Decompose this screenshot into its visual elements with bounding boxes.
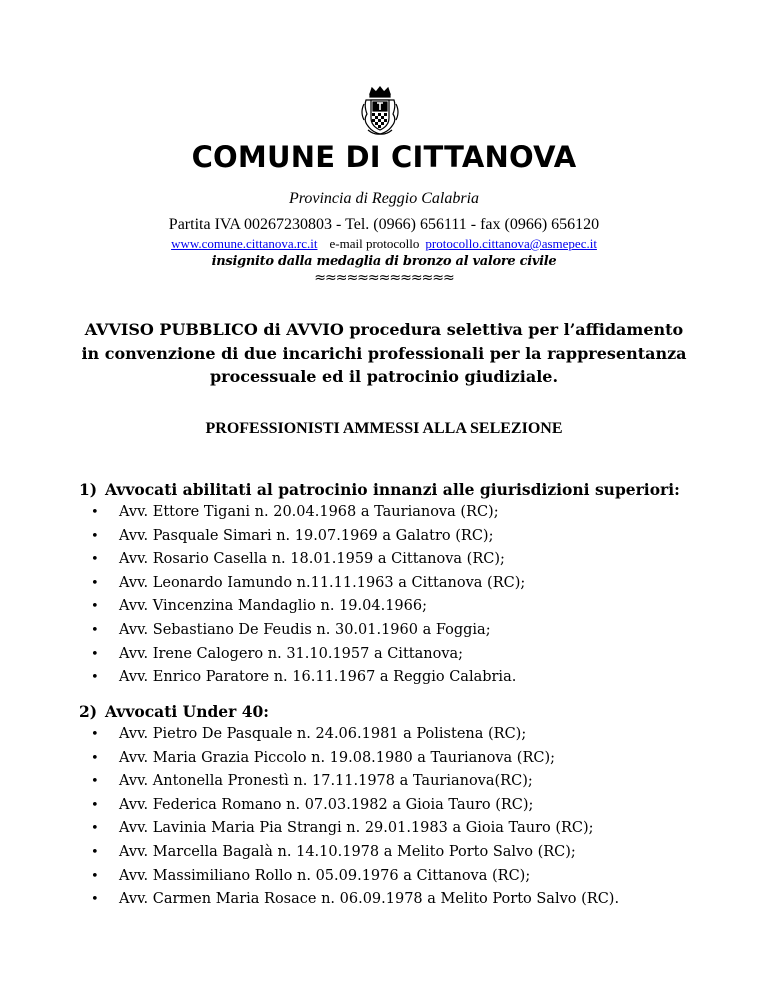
list-item: • Avv. Federica Romano n. 07.03.1982 a Gioia Tauro (RC); — [79, 794, 619, 818]
list-item: • Avv. Pasquale Simari n. 19.07.1969 a Galatro (RC); — [79, 525, 680, 549]
list-item: • Avv. Pietro De Pasquale n. 24.06.1981 a Polistena (RC); — [79, 723, 619, 747]
list-item: • Avv. Leonardo Iamundo n.11.11.1963 a Cittanova (RC); — [79, 572, 680, 596]
list-item: • Avv. Maria Grazia Piccolo n. 19.08.1980 a Taurianova (RC); — [79, 747, 619, 771]
list-item: • Avv. Sebastiano De Feudis n. 30.01.1960 a Foggia; — [79, 619, 680, 643]
section-heading — [79, 702, 619, 721]
list-item: • Avv. Carmen Maria Rosace n. 06.09.1978 a Melito Porto Salvo (RC). — [79, 888, 619, 912]
page-title: COMUNE DI CITTANOVA — [191, 140, 577, 174]
lawyer-list — [79, 501, 680, 690]
email-link[interactable]: protocollo.cittanova@asmepec.it — [425, 236, 597, 251]
list-item: • Avv. Massimiliano Rollo n. 05.09.1976 a Cittanova (RC); — [79, 865, 619, 889]
list-item: • Avv. Lavinia Maria Pia Strangi n. 29.01.1983 a Gioia Tauro (RC); — [79, 817, 619, 841]
selection-heading: PROFESSIONISTI AMMESSI ALLA SELEZIONE — [205, 420, 563, 437]
list-item: • Avv. Antonella Pronestì n. 17.11.1978 a Taurianova(RC); — [79, 770, 619, 794]
section-heading — [79, 480, 680, 499]
provincia-line: Provincia di Reggio Calabria — [288, 190, 480, 207]
coat-of-arms-icon — [358, 86, 402, 136]
section-number: 1) — [79, 480, 98, 499]
section-1 — [79, 480, 680, 690]
lawyer-list — [79, 723, 619, 912]
contacts-line: Partita IVA 00267230803 - Tel. (0966) 656111 - fax (0966) 656120 — [168, 216, 600, 233]
email-label: e-mail protocollo — [329, 236, 420, 251]
website-link[interactable]: www.comune.cittanova.rc.it — [171, 236, 318, 251]
medal-line: insignito dalla medaglia di bronzo al valore civile — [211, 254, 557, 269]
notice-text: AVVISO PUBBLICO di AVVIO procedura selettiva per l’affidamento in convenzione di due incarichi professionali per la rappresentanza processuale ed il patrocinio giudiziale. — [81, 320, 687, 386]
section-title: Avvocati abilitati al patrocinio innanzi alle giurisdizioni superiori: — [105, 480, 680, 499]
list-item: • Avv. Marcella Bagalà n. 14.10.1978 a Melito Porto Salvo (RC); — [79, 841, 619, 865]
section-2 — [79, 702, 619, 912]
list-item: • Avv. Enrico Paratore n. 16.11.1967 a Reggio Calabria. — [79, 666, 680, 690]
list-item: • Avv. Vincenzina Mandaglio n. 19.04.1966; — [79, 595, 680, 619]
list-item: • Avv. Rosario Casella n. 18.01.1959 a Cittanova (RC); — [79, 548, 680, 572]
web-email-line — [0, 236, 768, 252]
section-title: Avvocati Under 40: — [105, 702, 270, 721]
section-number: 2) — [79, 702, 98, 721]
list-item: • Avv. Irene Calogero n. 31.10.1957 a Cittanova; — [79, 643, 680, 667]
list-item: • Avv. Ettore Tigani n. 20.04.1968 a Taurianova (RC); — [79, 501, 680, 525]
wave-divider: ≈≈≈≈≈≈≈≈≈≈≈≈≈ — [314, 270, 454, 286]
